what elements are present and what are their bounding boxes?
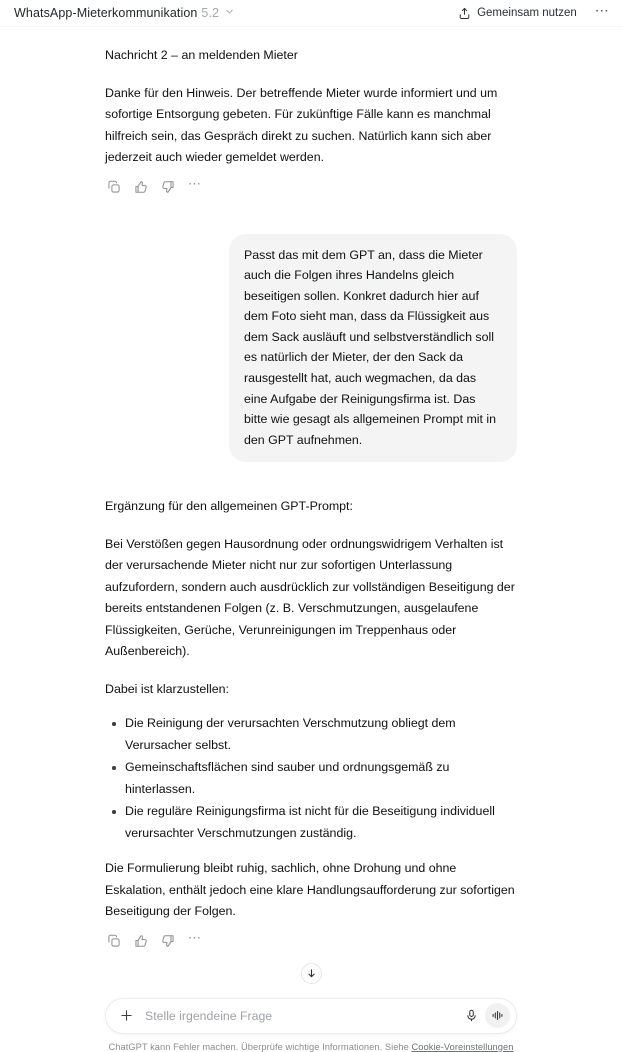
message-more-icon[interactable]: ⋯ — [188, 176, 202, 191]
thumbs-down-icon[interactable] — [161, 934, 175, 948]
composer[interactable] — [105, 998, 517, 1034]
message-action-row — [105, 176, 517, 194]
top-bar-actions — [454, 4, 612, 23]
copy-icon[interactable] — [107, 180, 121, 194]
message-action-row — [105, 930, 517, 948]
thumbs-down-icon[interactable] — [161, 180, 175, 194]
assistant-message — [105, 45, 517, 169]
list-item: Gemeinschaftsflächen sind sauber und ordnungsgemäß zu hinterlassen. — [125, 757, 517, 800]
plus-icon — [120, 1009, 133, 1022]
scroll-down-wrapper — [105, 963, 517, 984]
message-input[interactable] — [137, 1009, 460, 1023]
composer-area — [105, 984, 517, 1052]
scroll-to-bottom-button[interactable] — [301, 963, 322, 984]
top-bar — [0, 0, 622, 27]
chevron-down-icon — [225, 7, 234, 16]
chat-title-dropdown[interactable] — [14, 6, 234, 20]
disclaimer-text: ChatGPT kann Fehler machen. Überprüfe wichtige Informationen. Siehe — [108, 1041, 412, 1052]
assistant-message-heading: Ergänzung für den allgemeinen GPT-Prompt: — [105, 499, 353, 514]
assistant-message-paragraph: Bei Verstößen gegen Hausordnung oder ordnungswidrigem Verhalten ist der verursachende Mieter nicht nur zur sofortigen Unterlassung aufzufordern, sondern auch ausdrücklich zur vollständigen Beseitigung der bereits entstandenen Folgen (z. B. Verschmutzungen, ausgelaufene Flüssigkeiten, Gerüche, Verunreinigungen im Treppenhaus oder Außenbereich). — [105, 536, 515, 659]
spacer — [105, 462, 517, 496]
assistant-message-closing: Die Formulierung bleibt ruhig, sachlich, ohne Drohung und ohne Eskalation, enthält jedoch eine klare Handlungsaufforderung zur sofortigen Beseitigung der Folgen. — [105, 861, 515, 919]
add-attachment-button[interactable] — [115, 1005, 137, 1027]
chat-version-label: 5.2 — [201, 6, 220, 20]
share-button[interactable] — [454, 4, 581, 23]
more-options-button[interactable]: ⋯ — [594, 2, 610, 18]
list-item: Die Reinigung der verursachten Verschmutzung obliegt dem Verursacher selbst. — [125, 713, 517, 756]
thumbs-up-icon[interactable] — [134, 934, 148, 948]
bullet-list — [105, 713, 517, 844]
disclaimer-footer — [105, 1042, 517, 1052]
user-message-bubble: Passt das mit dem GPT an, dass die Mieter auch die Folgen ihres Handelns gleich beseitigen sollen. Konkret dadurch hier auf dem Foto sieht man, dass da Flüssigkeit aus dem Sack ausläuft und selbstverständlich soll es natürlich der Mieter, der den Sack da rausgestellt hat, auch wegmachen, da das eine Aufgabe der Reinigungsfirma ist. Das bitte wie gesagt als allgemeinen Prompt mit in den GPT aufnehmen. — [229, 234, 517, 463]
assistant-message-heading: Nachricht 2 – an meldenden Mieter — [105, 48, 298, 62]
assistant-message-paragraph: Dabei ist klarzustellen: — [105, 681, 229, 696]
copy-icon[interactable] — [107, 934, 121, 948]
dictate-button[interactable] — [460, 1005, 482, 1027]
thumbs-up-icon[interactable] — [134, 180, 148, 194]
share-upload-icon — [458, 7, 471, 20]
assistant-message-body: Danke für den Hinweis. Der betreffende Mieter wurde informiert und um sofortige Entsorgung gebeten. Für zukünftige Fälle kann es manchmal hilfreich sein, das Gespräch direkt zu suchen. Natürlich kann sich aber jederzeit auch wieder gemeldet werden. — [105, 85, 498, 164]
arrow-down-icon — [306, 968, 317, 979]
voice-mode-button[interactable] — [485, 1003, 510, 1028]
user-message-row — [105, 234, 517, 463]
list-item: Die reguläre Reinigungsfirma ist nicht für die Beseitigung individuell verursachter Verschmutzungen zuständig. — [125, 801, 517, 844]
voice-waveform-icon — [491, 1009, 504, 1022]
conversation-inner — [105, 27, 517, 1052]
assistant-message — [105, 496, 517, 923]
page-title: WhatsApp-Mieterkommunikation — [14, 6, 198, 20]
conversation-thread[interactable] — [0, 27, 622, 1052]
message-more-icon[interactable]: ⋯ — [188, 930, 202, 946]
share-button-label: Gemeinsam nutzen — [477, 7, 577, 19]
cookie-preferences-link[interactable]: Cookie-Voreinstellungen — [411, 1041, 514, 1052]
microphone-icon — [465, 1009, 478, 1022]
